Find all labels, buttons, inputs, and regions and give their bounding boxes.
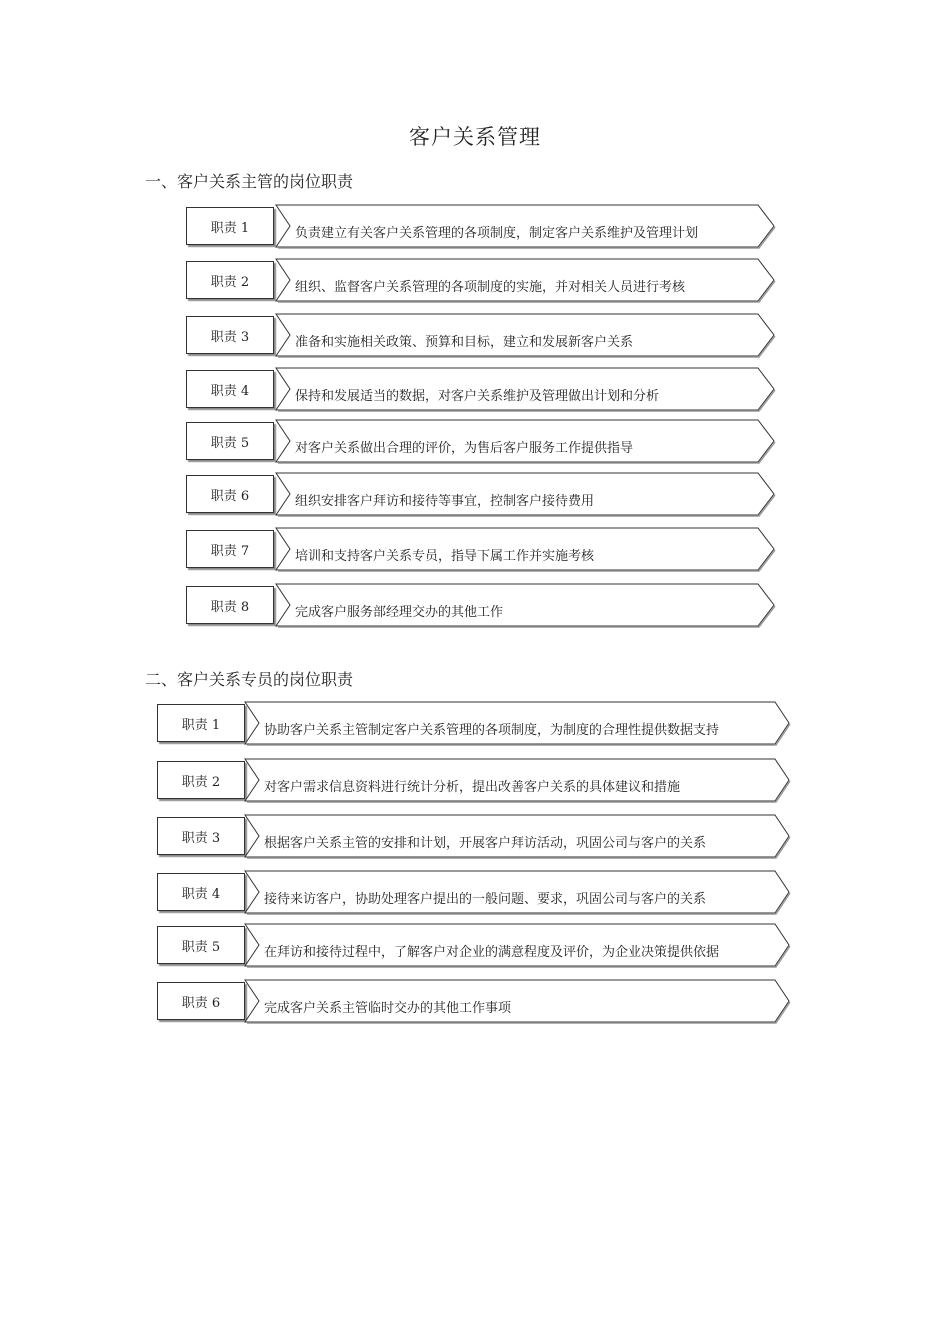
section-heading-supervisor: 一、客户关系主管的岗位职责	[145, 172, 354, 191]
duty-label: 职责 6	[157, 982, 245, 1020]
duty-text: 完成客户服务部经理交办的其他工作	[295, 605, 504, 620]
duty-label: 职责 1	[186, 207, 274, 245]
duty-label: 职责 2	[157, 761, 245, 799]
page-title: 客户关系管理	[409, 125, 541, 149]
duty-text: 在拜访和接待过程中，了解客户对企业的满意程度及评价，为企业决策提供依据	[264, 945, 720, 960]
duty-label: 职责 3	[186, 316, 274, 354]
section-heading-specialist: 二、客户关系专员的岗位职责	[145, 670, 354, 689]
duty-text: 协助客户关系主管制定客户关系管理的各项制度，为制度的合理性提供数据支持	[264, 723, 720, 738]
duty-text: 组织、监督客户关系管理的各项制度的实施，并对相关人员进行考核	[295, 280, 686, 295]
duty-text: 组织安排客户拜访和接待等事宜，控制客户接待费用	[295, 494, 595, 509]
duty-label: 职责 4	[157, 873, 245, 911]
duty-text: 完成客户关系主管临时交办的其他工作事项	[264, 1001, 512, 1016]
duty-text: 对客户关系做出合理的评价，为售后客户服务工作提供指导	[295, 441, 634, 456]
duty-label: 职责 3	[157, 817, 245, 855]
duty-text: 根据客户关系主管的安排和计划，开展客户拜访活动，巩固公司与客户的关系	[264, 836, 707, 851]
duty-label: 职责 5	[186, 422, 274, 460]
duty-text: 准备和实施相关政策、预算和目标，建立和发展新客户关系	[295, 335, 634, 350]
duty-text: 培训和支持客户关系专员，指导下属工作并实施考核	[295, 549, 595, 564]
duty-label: 职责 7	[186, 530, 274, 568]
duty-label: 职责 2	[186, 261, 274, 299]
duty-text: 保持和发展适当的数据，对客户关系维护及管理做出计划和分析	[295, 389, 660, 404]
duty-label: 职责 8	[186, 586, 274, 624]
duty-label: 职责 1	[157, 704, 245, 742]
duty-text: 对客户需求信息资料进行统计分析，提出改善客户关系的具体建议和措施	[264, 780, 681, 795]
duty-label: 职责 4	[186, 370, 274, 408]
duty-label: 职责 6	[186, 475, 274, 513]
duty-text: 接待来访客户，协助处理客户提出的一般问题、要求，巩固公司与客户的关系	[264, 892, 707, 907]
duty-label: 职责 5	[157, 926, 245, 964]
duty-text: 负责建立有关客户关系管理的各项制度，制定客户关系维护及管理计划	[295, 226, 699, 241]
